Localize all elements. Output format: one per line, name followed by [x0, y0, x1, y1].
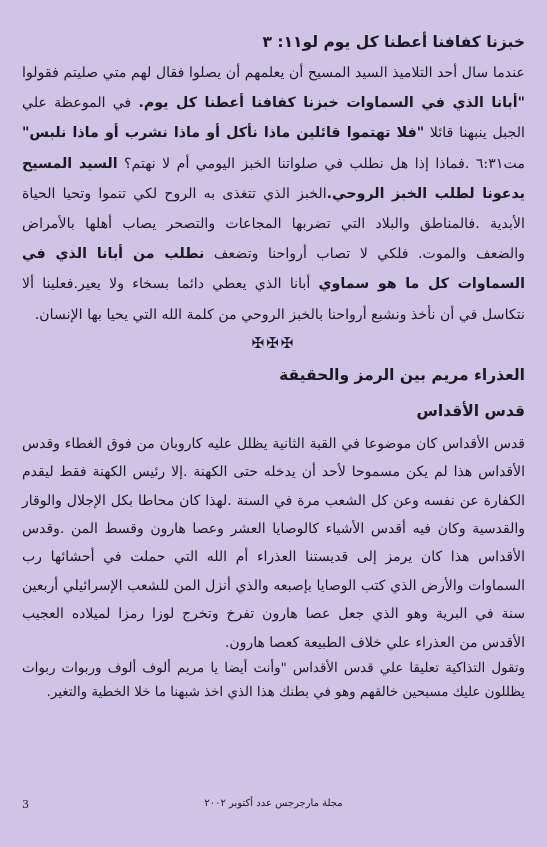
page-number: 3 — [22, 798, 29, 811]
footer-magazine: مجلة مارجرجس عدد أكتوبر ٢٠٠٢ — [204, 798, 343, 809]
sub-title: قدس الأقداس — [416, 401, 525, 420]
p1-text-2: في الموعظة علي الجبل ينبهنا قائلا — [22, 95, 525, 142]
p1-text-5: أبانا الذي يعطي دائما بسخاء ولا يعير.فعلينا ألا نتكاسل في أن نأخذ ونشبع أرواحنا بالخبز الروحي من كلمة الله التي يحيا بها الإنسان. — [22, 276, 525, 323]
p1-bold-4: نطلب من أبانا الذي في السماوات كل ما هو سماوي — [22, 246, 525, 293]
p1-text-1: عندما سال أحد التلاميذ السيد المسيح أن يعلمهم أن يصلوا فقال لهم متي صليتم فقولوا — [22, 65, 525, 81]
crosses-divider: ✠✠✠ — [251, 333, 296, 352]
p1-bold-3: السيد المسيح يدعونا لطلب الخبز الروحي. — [22, 155, 525, 202]
p1-text-3: مت٦:٣١ .فماذا إذا هل نطلب في صلواتنا الخبز اليومي أم لا نهتم؟ — [117, 155, 525, 172]
paragraph-theotokia: وتقول التذاكية تعليقا علي قدس الأقداس "وأنت أيضا يا مريم ألوف ألوف وربوات ربوات يظللون عليك مسبحين خالقهم وهو في بطنك هذا الذي اخذ شبهنا ما خلا الخطية والتغير. — [22, 661, 525, 701]
p1-bold-2: "فلا تهتموا قائلين ماذا نأكل أو ماذا نشرب أو ماذا نلبس" — [22, 125, 425, 142]
paragraph-holy-of-holies: قدس الأقداس كان موضوعا في القبة الثانية يظلل عليه كاروبان من فوق الغطاء وقدس الأقداس هذا لم يكن مسموحا لأحد أن يدخله حتى الكهنة .إلا رئيس الكهنة فقط ليقدم الكفارة عن نفسه وعن كل الشعب مرة في السنة .لهذا كان محاطا بكل الإجلال والوقار والقدسية وكان فيه أقدس الأشياء كالوصايا العشر وعصا هارون وقسط المن .وقدس الأقداس هذا كان يرمز إلى قديستنا العذراء أم الله التي حملت في أحشائها رب السماوات والأرض الذي كتب الوصايا بإصبعه والذي أنزل المن للشعب الإسرائيلي أربعين سنة في البرية وهو الذي جعل عصا هارون تفرخ وتخرج لوزا رمزا لميلاده العجيب الأقدس من العذراء علي خلاف الطبيعة كعصا هارون. — [22, 435, 526, 651]
heading-title: خبزنا كفافنا أعطنا كل يوم لو١١: ٣ — [262, 33, 525, 51]
paragraph-bread — [22, 58, 525, 330]
p1-text-4: الخبز الذي تتغذى به الروح لكي تنموا وتحيا الحياة الأبدية .فالمناطق والبلاد التي تضربها المجاعات والتصحر يصاب أهلها بالأمراض والضعف والموت. فلكي لا تصاب أرواحنا وتضعف — [22, 185, 525, 263]
section-title: العذراء مريم بين الرمز والحقيقة — [279, 365, 525, 384]
page-content — [22, 30, 525, 705]
p1-bold-1: "أبانا الذي في السماوات خبزنا كفافنا أعطنا كل يوم. — [138, 95, 525, 112]
